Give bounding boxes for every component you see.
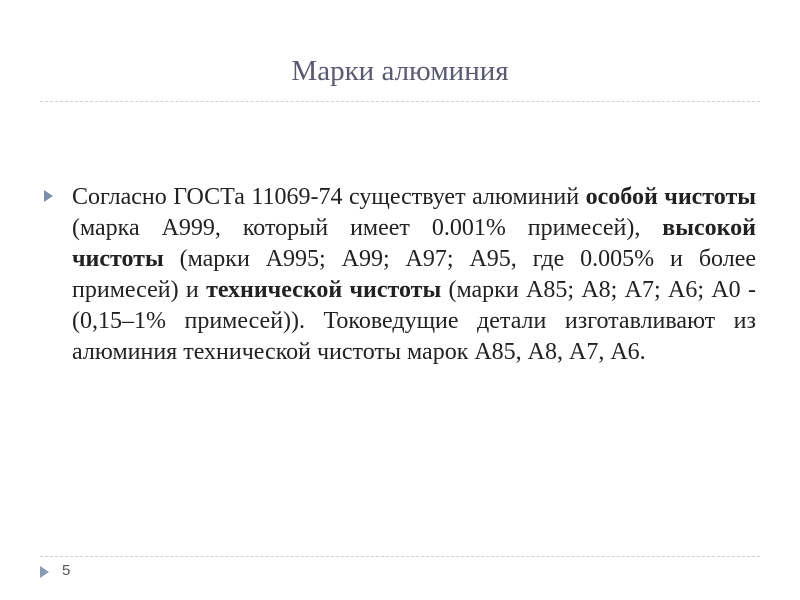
footer-divider — [40, 556, 760, 557]
triangle-bullet-icon — [44, 190, 53, 202]
title-divider — [40, 101, 760, 102]
slide-title: Марки алюминия — [291, 55, 509, 87]
bold-term-high-purity: высокой чистоты — [72, 215, 756, 272]
body-paragraph — [72, 182, 756, 368]
text-segment-4: (марки А85; А8; А7; А6; А0 - (0,15–1% примесей)). Токоведущие детали изготавливают из алюминия технической чистоты марок А85, А8, А7, А6. — [72, 277, 756, 365]
bold-term-technical-purity: технической чистоты — [206, 277, 442, 303]
text-segment-1: Согласно ГОСТа 11069-74 существует алюминий — [72, 184, 586, 210]
triangle-footer-icon — [40, 566, 49, 578]
bold-term-special-purity: особой чистоты — [585, 184, 756, 210]
page-number: 5 — [62, 562, 71, 579]
text-segment-2: (марка А999, который имеет 0.001% примесей), — [72, 215, 663, 241]
text-segment-3: (марки А995; А99; А97; А95, где 0.005% и более примесей) и — [72, 246, 756, 303]
